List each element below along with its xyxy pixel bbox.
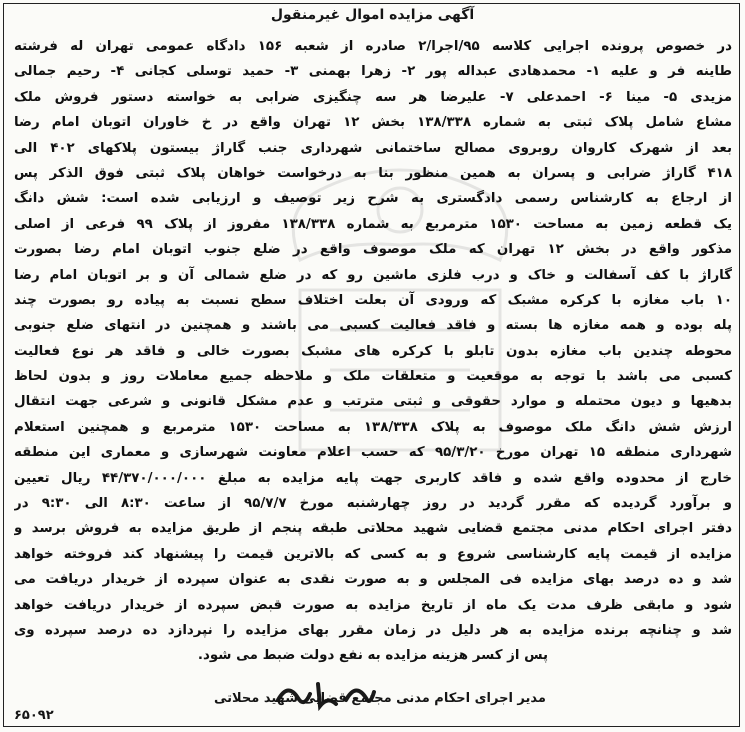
notice-line: محوطه چندین باب مغازه بدون تابلو با کرکره های مشبک بصورت خالی و فاقد هر نوع فعالیت — [14, 343, 732, 359]
notice-line: شود و مابقی ظرف مدت یک ماه از تاریخ مزایده به صورت قبض سپرده از خریدار دریافت خواهد — [14, 597, 732, 613]
notice-line: پس از کسر هزینه مزایده به نفع دولت ضبط می شود. — [197, 648, 549, 664]
notice-line: شهرداری منطقه ۱۵ تهران مورخ ۹۵/۳/۲۰ که حسب اعلام معاونت شهرسازی و معماری این منطقه — [14, 445, 732, 461]
reference-code: ۶۵۰۹۲ — [14, 708, 54, 723]
signature-line: مدیر اجرای احکام مدنی مجتمع قضایی شهید محلاتی — [214, 691, 546, 706]
notice-line: یک قطعه زمین به مساحت ۱۵۳۰ مترمربع به شماره ۱۳۸/۳۳۸ مفروز از پلاک ۹۹ فرعی از اصلی — [14, 216, 732, 232]
notice-line: کسبی می باشد با توجه به موقعیت و متعلقات ملک و ملاحظه جمیع معاملات روز و بدون لحاظ — [14, 369, 732, 385]
notice-line: مزیدی ۵- مینا ۶- احمدعلی ۷- علیرضا هر سه چنگیزی ضرابی به خواسته دستور فروش ملک — [14, 89, 732, 105]
notice-line: گاراژ با کف آسفالت و خاک و درب فلزی ماشین رو که در ضلع شمالی آن و بر اتوبان امام رضا — [14, 267, 732, 283]
notice-line: بدهیها و دیون محتمله و موارد حقوقی و ثبتی مترتب و عدم مشکل قانونی و شرعی جهت انتقال — [14, 394, 732, 410]
notice-line: خارج از محدوده واقع شده و فاقد کاربری جهت پایه مزایده به مبلغ ۴۴/۳۷۰/۰۰۰/۰۰۰ ریال تعیین — [14, 470, 732, 486]
notice-line: مزایده از قیمت پایه کارشناسی شروع و به کسی که بالاترین قیمت را پیشنهاد کند فروخته خواهد — [14, 546, 732, 562]
notice-line: مشاع شامل پلاک ثبتی به شماره ۱۳۸/۳۳۸ بخش ۱۲ تهران واقع در خ خاوران اتوبان امام رضا — [14, 115, 732, 131]
notice-title: آگهی مزایده اموال غیرمنقول — [270, 7, 475, 23]
notice-line: ۱۰ باب مغازه با کرکره مشبک که ورودی آن بعلت اختلاف سطح نسبت به پیاده رو بصورت چند — [14, 292, 732, 308]
notice-line: مذکور واقع در بخش ۱۲ تهران که ملک موصوف واقع در ضلع جنوب اتوبان امام رضا بصورت — [14, 242, 732, 258]
notice-line: و برآورد گردیده که مقرر گردید در روز چهارشنبه مورخ ۹۵/۷/۷ از ساعت ۸:۳۰ الی ۹:۳۰ در — [14, 496, 732, 512]
notice-line: دفتر اجرای احکام مدنی مجتمع قضایی شهید محلاتی طبقه پنجم از طریق مزایده به فروش برسد و — [14, 521, 732, 537]
notice-line: بعد از شهرک کاروان روبروی مصالح ساختمانی شهرداری جنب گاراژ بیستون پلاکهای ۴۰۲ الی — [14, 140, 732, 156]
notice-line: ارزش شش دانگ ملک موصوف به پلاک ۱۳۸/۳۳۸ به مساحت ۱۵۳۰ مترمربع و همچنین استعلام — [14, 419, 732, 435]
notice-line: طاینه فر و علیه ۱- محمدهادی عبداله پور ۲- زهرا بهمنی ۳- حمید توسلی کجانی ۴- رحیم جمالی — [14, 64, 732, 80]
notice-line: ۴۱۸ گاراژ ضرابی و پسران به همین منظور بنا به درخواست خواهان پلاک ثبتی فوق الذکر پس — [14, 165, 732, 181]
notice-line: شد و چنانچه برنده مزایده به هر دلیل در زمان مقرر بهای مزایده را نپردازد ده درصد سپرده وی — [14, 622, 732, 638]
notice-body — [14, 34, 732, 669]
notice-line: از ارجاع به کارشناس رسمی دادگستری به شرح زیر توصیف و ارزیابی شده است: شش دانگ — [14, 191, 732, 207]
notice-line: در خصوص پرونده اجرایی کلاسه ۹۵/اجرا/۲ صادره از شعبه ۱۵۶ دادگاه عمومی تهران له فرشته — [14, 39, 732, 54]
notice-line: پله بوده و همه مغازه ها بسته و فاقد فعالیت کسبی می باشند و همچنین در انتهای ضلع جنوبی — [14, 318, 732, 334]
notice-line: شد و ده درصد بهای مزایده فی المجلس و به صورت نقدی به عنوان سپرده از خریدار دریافت می — [14, 572, 732, 588]
